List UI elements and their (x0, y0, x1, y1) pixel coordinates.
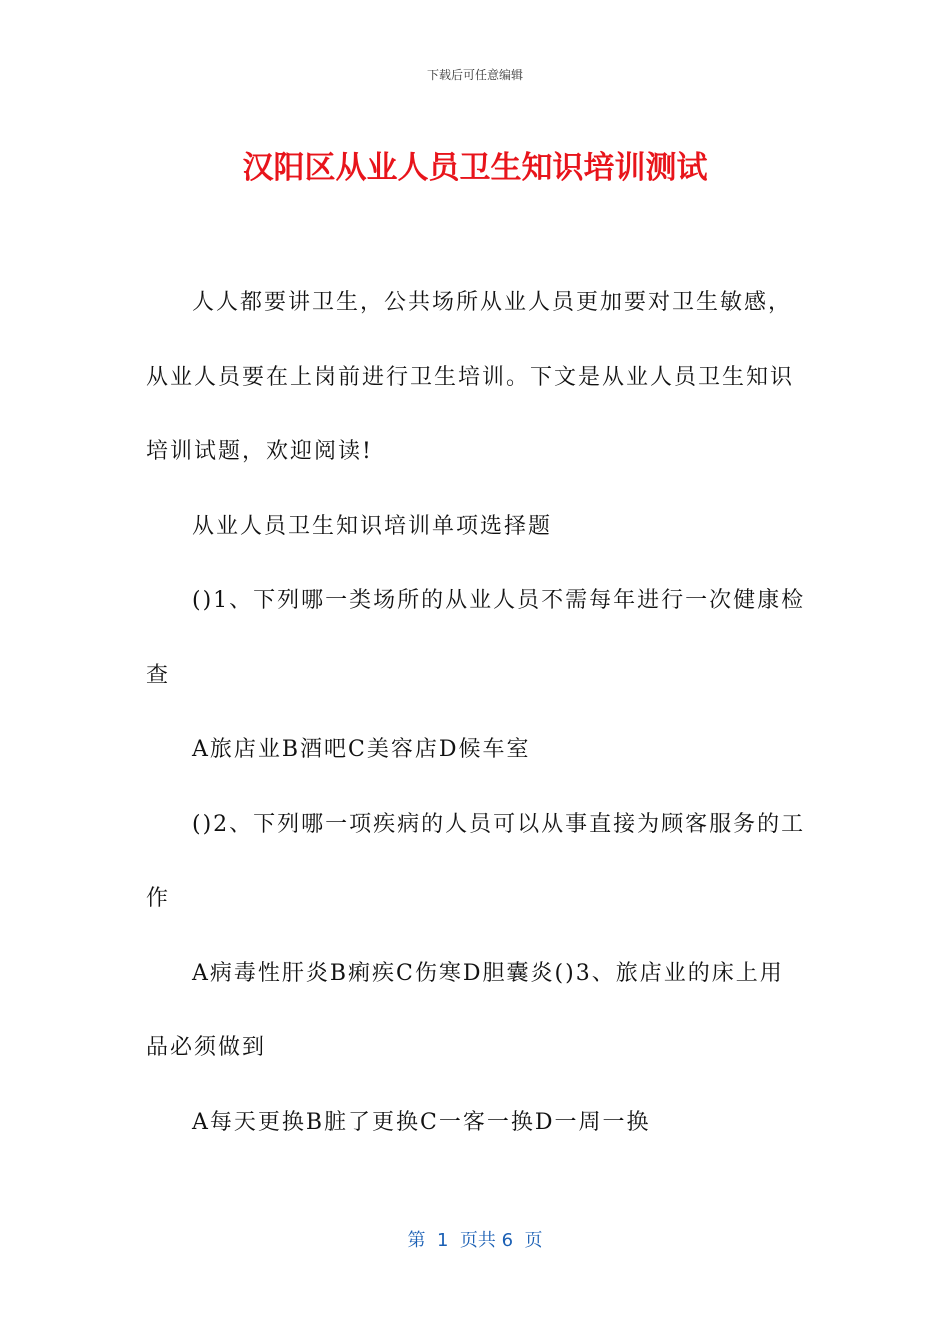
document-title: 汉阳区从业人员卫生知识培训测试 (242, 150, 708, 186)
question-3-options: A每天更换B脏了更换C一客一换D一周一换 (192, 1109, 651, 1135)
question-1: ()1、下列哪一类场所的从业人员不需每年进行一次健康检查 (146, 588, 806, 688)
question-1-options: A旅店业B酒吧C美容店D候车室 (192, 737, 531, 762)
page-header-note: 下载后可任意编辑 (426, 68, 523, 82)
page-number-footer: 第 1 页共 6 页 (407, 1230, 543, 1251)
question-2-options-question-3: A病毒性肝炎B痢疾C伤寒D胆囊炎()3、旅店业的床上用品必须做到 (146, 960, 784, 1060)
section-heading: 从业人员卫生知识培训单项选择题 (192, 513, 553, 539)
question-2: ()2、下列哪一项疾病的人员可以从事直接为顾客服务的工作 (146, 811, 806, 911)
intro-paragraph: 人人都要讲卫生，公共场所从业人员更加要对卫生敏感，从业人员要在上岗前进行卫生培训。下文是从业人员卫生知识培训试题，欢迎阅读! (146, 290, 795, 464)
document-body (146, 266, 806, 1160)
